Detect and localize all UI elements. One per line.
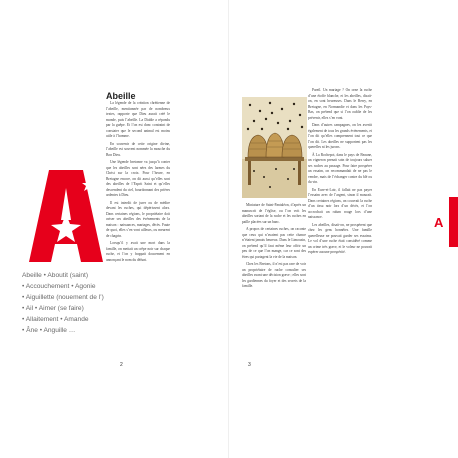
entry-line: • Ail • Aimer (se faire) [22,305,84,312]
paragraph: Dans d’autres campagnes, on les avertit également de tous les grands événements, et l’on dit qu’elles comprennent tout ce que l’on dit. Les abeilles ne supportent pas les querelles ni les jurons. [308,123,372,149]
paragraph: La légende de la création chrétienne de l’abeille, mentionnée par de nombreux textes, rapporte que Dieu aurait créé le monde, puis l’abeille. La Diable a répondu par la guêpe. Et l’on est donc contraint de constater que le second animal est moins utile à l’homme. [106,101,170,138]
page-number-left: 2 [120,362,123,368]
paragraph: En souvenir de cette origine divine, l’abeille est souvent nommée la mouche du Bon Dieu. [106,141,170,157]
paragraph: À La Rochepot, dans le pays de Beaune, un vigneron prenait soin de toujours saluer ses ruches au passage. Pour faire prospérer un essaim, on recommandait de ne pas le vendre, mais de l’échanger contre du blé ou du vin. [308,152,372,184]
entry-line: • Allaitement • Amande [22,316,89,323]
paragraph: A propos de certaines ruches, on raconte que ceux qui n’avaient pas cette chance n’étaient jamais heureux. Dans le Limousin, on prétend qu’il faut même leur offrir un peu de ce que l’on mange, car ce sont des êtres qui partagent la vie de la maison. [242,227,306,259]
entry-line: Abeille • Aboutit (saint) [22,272,89,279]
big-letter-a-logo [27,168,105,264]
paragraph: Lorsqu’il y avait une mort dans la famille, on mettait un crêpe noir sur chaque ruche, et l’on y frappait doucement en annonçant le nom du défunt. [106,241,170,262]
entry-line: • Aiguillette (nouement de l’) [22,294,104,301]
beehive-illustration [242,97,307,198]
paragraph: Chez les Bretons, il n’est pas rare de voir un propriétaire de ruche consulter ses abeilles avant une décision grave ; elles sont les gardiennes du foyer et des secrets de la famille. [242,262,306,288]
paragraph: Pareil. Un mariage ? On orne la ruche d’une étoffe blanche, et les abeilles, disait-on, en sont heureuses. Dans le Berry, en Bretagne, en Normandie et dans les Pays-Bas, on prétend que si l’on oublie de les prévenir, elles s’en vont. [308,88,372,120]
thumb-index-bar [449,197,458,247]
section-title: Abeille [106,91,136,101]
paragraph: En Eure-et-Loir, il fallait ne pas payer l’essaim avec de l’argent, sinon il mourait. Dans certaines régions, on couvrait la ruche d’un tissu noir lors d’un décès, et l’on accrochait un ruban rouge lors d’une naissance. [308,187,372,219]
paragraph: Une légende bretonne va jusqu’à conter que les abeilles sont nées des larmes du Christ sur la croix. Pour l’heure, en Bretagne encore, on dit aussi qu’elles sont des abeilles de l’Esprit Saint et qu’elles descendent du ciel, bourdonnant des prières ardentes à Dieu. [106,160,170,197]
page-number-right: 3 [248,362,251,368]
right-text-column [308,88,372,364]
left-text-column [106,101,170,363]
thumb-index-letter: A [434,215,444,230]
paragraph: Il est interdit de jurer ou de médire devant les ruches, qui dépérissent alors. Dans certaines régions, le propriétaire doit aviser ses abeilles des événements de la maison : naissances, mariages, décès. Faute de quoi, elles s’en vont ailleurs, ou meurent de chagrin. [106,200,170,238]
entry-line: • Accouchement • Agonie [22,283,96,290]
entry-list [22,270,112,336]
middle-text-column [242,203,306,363]
beehive-picture [242,97,307,198]
paragraph: Les abeilles, disait-on, ne prospèrent que chez les gens honnêtes. Une famille querelleuse ne pouvait garder ses essaims. Le vol d’une ruche était considéré comme un crime très grave, et le voleur ne pouvait espérer aucune prospérité. [308,222,372,254]
entry-line: • Âne • Anguille … [22,327,76,334]
paragraph: Miniature de Saint-Pantaléon, d’après un manuscrit de l’église, ou l’on voit les abeilles sortant de la ruche et les ruches en paille placées sur un banc. [242,203,306,224]
